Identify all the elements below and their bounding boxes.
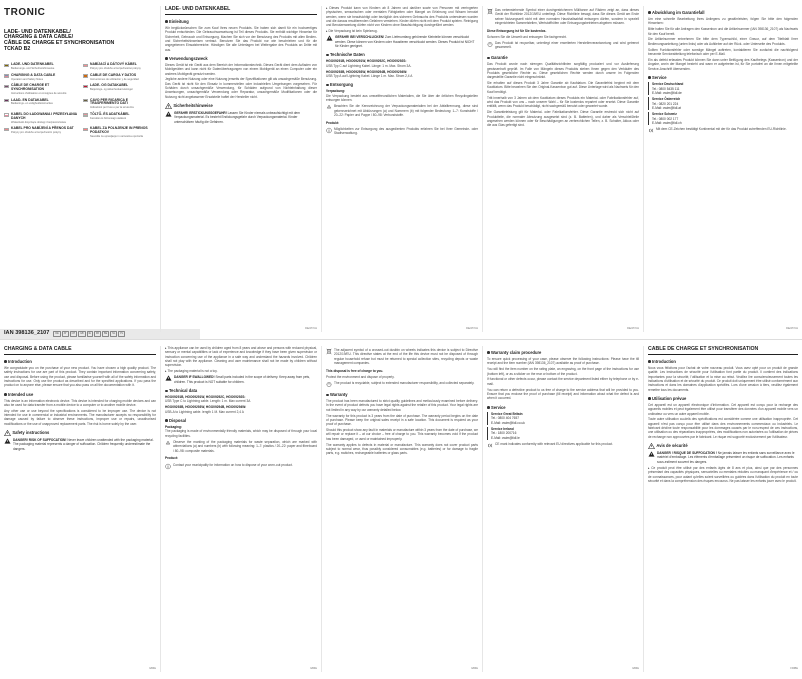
language-subtitle: Instrucciones de utilización y de seguridad <box>90 77 139 81</box>
bold-note: Diese Entsorgung ist für Sie kostenlos. <box>487 28 547 33</box>
paragraph <box>165 425 317 438</box>
paragraph: This device is an information electronic device. This device is intended for charging mobile devices and can also be used for data transfer from a mobile device to a computer or to another mobile device. <box>4 398 156 407</box>
paragraph: Das nebenstehende Symbol einer durchgestrichenen Mülltonne auf Rädern zeigt an, dass dieses Gerät der Richtlinie 2012/19/EU unterliegt. Diese Richtlinie besagt, dass Sie dieses Gerät am Ende seiner Nutzungszeit nicht mit dem normalen Haushaltsabfall entsorgen dürfen, sondern in speziell eingerichteten Sammelstellen, Wertstoffhöfen oder Entsorgungsbetrieben abgeben müssen. <box>495 8 639 25</box>
page-folio: DE/AT/CH <box>305 326 317 330</box>
language-subtitle: Betjenings- og sikkerhedsanvisninger <box>90 88 133 92</box>
bullet-icon <box>648 76 651 79</box>
bullet-icon <box>487 57 490 60</box>
language-title: LADE- OG DATAKABEL <box>90 83 129 88</box>
paragraph <box>326 89 478 102</box>
warning-triangle-icon <box>4 430 11 436</box>
paragraph: The product has been manufactured to strict quality guidelines and meticulously examined before delivery. In the event of product defects you have legal rights against the retailer of this product. Your legal rights are not limited in any way by our warranty detailed below. <box>326 399 478 412</box>
warning-text: Small parts included in the scope of delivery. Keep away from pets, children. This product is NOT suitable for children. <box>174 375 311 384</box>
de-page-intro <box>161 6 321 332</box>
paragraph: Ein als defekt erfasstes Produkt können Sie dann unter Beifügung des Kaufbelegs (Kassenbon) und der Angabe, worin der Mangel besteht und wann er aufgetreten ist, für Sie portofrei an die Ihnen mitgeteilte Service-Anschrift übersenden. <box>648 57 798 71</box>
paragraph: Protect the environment and dispose of properly. <box>326 374 395 379</box>
epr-note <box>487 41 639 51</box>
language-subtitle: Kezelési és biztonsági utalások <box>90 116 127 120</box>
page-title: LADE- UND DATENKABEL <box>165 6 317 15</box>
page-folio: DE/AT/CH <box>466 326 478 330</box>
section-heading <box>648 75 798 81</box>
warning-triangle-icon <box>648 451 655 457</box>
page-title: CHARGING & DATA CABLE <box>4 346 156 355</box>
service-name: Service Great Britain <box>491 412 523 417</box>
bullet-icon <box>648 397 651 400</box>
section-heading <box>165 19 317 25</box>
language-subtitle: Navodila za upravljanje in varnostna opozorila <box>90 134 143 138</box>
bullet-text: Die Verpackung ist kein Spielzeug. <box>328 29 378 34</box>
warning-text: Ne jamais laisser les enfants sans surveillance avec le matériel d'emballage. Les éléments d'emballage présentent un risque de suffocation. Les enfants sous-estiment souvent les dangers. <box>657 451 795 464</box>
municipality-note <box>326 127 478 137</box>
warning-triangle-icon <box>648 443 655 449</box>
ce-mark-icon <box>487 442 493 449</box>
recycle-icon <box>326 104 332 111</box>
paragraph: Should this product show any fault in materials or manufacture within 3 years from the date of purchase, we will repair or replace it – at our choice – free of charge to you. This warranty becomes void if the product has been damaged, or used or maintained improperly. <box>326 428 478 441</box>
warning-triangle-icon <box>165 103 172 109</box>
paragraph: Schonen Sie die Umwelt und entsorgen Sie fachgerecht. <box>487 34 567 39</box>
language-subtitle: Wskazówki dotyczące obsługi i bezpieczeństwa <box>11 120 66 124</box>
service-mail[interactable]: E-Mail: owim@lidl.ch <box>652 120 682 125</box>
language-subtitle: Indicazioni per l'uso e per la sicurezza <box>90 106 134 110</box>
service-contact <box>487 412 639 425</box>
bullet-paragraph: ▸ This appliance can be used by children aged from 8 years and above and persons with reduced physical, sensory or mental capabilities or lack of experience and knowledge if they have been given supervision or instruction concerning use of the appliance in a safe way and understand the hazards involved. Children shall not play with the appliance. Cleaning and user maintenance shall not be made by children without supervision. <box>165 346 317 368</box>
heading-text: Introduction <box>7 359 32 365</box>
country-chip: NL <box>112 332 116 336</box>
service-name: Service Ireland <box>491 427 514 432</box>
model-line <box>165 405 317 414</box>
warning-box <box>165 375 317 384</box>
language-title: CÂBLE DE CHARGE ET SYNCHRONISATION <box>11 83 50 92</box>
service-contact <box>648 82 798 95</box>
heading-text: Technical data <box>168 388 198 394</box>
flag-icon <box>83 99 88 102</box>
heading-text: Service <box>490 404 506 410</box>
model-list: HGO09293B, HGO09293W, HGO09294B, HGO09294W: <box>165 405 247 410</box>
bullet-icon <box>165 57 168 60</box>
page-folio: DE/AT/CH <box>627 326 639 330</box>
language-item <box>83 127 156 138</box>
heading-text: Garantie <box>490 55 508 61</box>
heading-text: Warranty <box>329 392 348 398</box>
language-title: KABEL PRO NABÍJENÍ A PŘENOS DAT <box>11 126 74 131</box>
info-icon <box>165 463 171 470</box>
paragraph: If functional or other defects occur, please contact the service department listed either by telephone or by e-mail. <box>487 377 639 386</box>
language-subtitle: Operation and Safety Notes <box>11 77 44 81</box>
heading-text: Introduction <box>651 359 676 365</box>
heading-text: Abwicklung im Garantiefall <box>651 10 705 15</box>
bullet-paragraph: ▸ Dieses Produkt kann von Kindern ab 8 Jahren und darüber sowie von Personen mit verringerten physischen, sensorischen oder mentalen Fähigkeiten oder Mangel an Erfahrung und Wissen benutzt werden, wenn sie beaufsichtigt oder bezüglich des sicheren Gebrauchs des Produkts unterwiesen wurden und die daraus resultierenden Gefahren verstehen. Kinder dürfen nicht mit dem Produkt spielen. Reinigung und Benutzerwartung dürfen nicht von Kindern ohne Beaufsichtigung durchgeführt werden. <box>326 6 478 28</box>
heading-text: Technische Daten <box>329 52 365 58</box>
warning-text: Never leave children unattended with the packaging material. The packaging material represents a danger of suffocation. Children frequently underestimate the dangers. <box>13 438 154 451</box>
cover-title-line: CHARGING & DATA CABLE/ <box>4 34 74 41</box>
language-title: CABLE DE CARGA Y DATOS <box>90 72 137 77</box>
service-name: Service Österreich <box>652 97 681 102</box>
paragraph: The product is recyclable, subject to extended manufacturer responsibility, and collected separately. <box>334 381 475 386</box>
bullet-icon <box>648 11 651 14</box>
service-list <box>487 412 639 440</box>
paragraph: Die Artikelnummer entnehmen Sie bitte dem Typenschild, einer Gravur, auf dem Titelblatt Ihrer Bedienungsanleitung (unten links) oder als Aufkleber auf der Rück- oder Unterseite des Produkts. <box>648 37 798 46</box>
brand-logo: TRONIC <box>4 7 46 18</box>
bullet-icon <box>165 390 168 393</box>
warning-title: DANGER IF SWALLOWED! <box>174 375 215 380</box>
language-item <box>4 113 77 124</box>
page-folio: DE/AT/CH <box>786 326 798 330</box>
warning-title: DANGER! RISK OF SUFFOCATION! <box>13 438 67 443</box>
paragraph: Die Garantieleistung gilt für Material- oder Fabrikationsfehler. Diese Garantie erstreckt sich nicht auf Produktteile, die normaler Abnutzung ausgesetzt sind (z. B. Batterien), und daher als Verschleißteile angesehen werden können oder für Beschädigungen an zerbrechlichen Teilen, z. B. Schalter, Akkus oder die aus Glas gefertigt sind. <box>487 110 639 128</box>
paragraph: Wir beglückwünschen Sie zum Kauf Ihres neuen Produkts. Sie haben sich damit für ein hochwertiges Produkt entschieden. Die Gebrauchsanweisung ist Teil dieses Produkts. Sie enthält wichtige Hinweise für Sicherheit, Gebrauch und Entsorgung. Machen Sie sich vor der Benutzung des Produkts mit allen Bedien- und Sicherheitshinweisen vertraut. Benutzen Sie das Produkt nur wie beschrieben und für die angegebenen Einsatzbereiche. Händigen Sie alle Unterlagen bei Weitergabe des Produkts an Dritte mit aus. <box>165 26 317 52</box>
recycle-icon <box>487 41 493 48</box>
spec-text: USB Type C to Lightning cable. Length: 1 m. Max current 3A <box>165 399 251 404</box>
heading-text: Avis de sécurité <box>656 443 688 449</box>
warning-text: Lassen Sie Kinder niemals unbeaufsichtigt mit dem Verpackungsmaterial. Es besteht Erstickungsgefahr durch Verpackungsmaterial. Kinder unterschätzen häufig die Gefahren. <box>174 111 300 124</box>
language-item <box>4 99 77 110</box>
text: Die Verpackung besteht aus umweltfreundlichen Materialien, die Sie über die örtlichen Recyclingstellen entsorgen können. <box>326 93 478 102</box>
language-item <box>4 74 77 81</box>
bullet-icon <box>165 20 168 23</box>
section-heading <box>326 52 478 58</box>
bullet-paragraph: ▸ Die Verpackung ist kein Spielzeug. <box>326 29 378 34</box>
paragraph <box>165 456 317 460</box>
section-heading <box>165 56 317 62</box>
language-item <box>83 113 156 124</box>
gb-page-intro <box>0 346 160 672</box>
section-heading <box>487 350 639 356</box>
text: The packaging is made of environmentally friendly materials, which may be disposed of through your local recycling facilities. <box>165 429 317 438</box>
heading-text: Service <box>651 74 667 80</box>
bullet-text: Ce produit peut être utilisé par des enfants âgés de 8 ans et plus, ainsi que par des personnes présentant des capacités physiques, sensorielles ou mentales réduites ou manquant d'expérience et / ou de connaissances, pour autant qu'elles soient surveillées ou guidées dans l'utilisation du produit en toute sécurité et dans la compréhension des risques encourus. Ne pas laisser les enfants jouer avec le produit. <box>648 465 798 483</box>
flag-icon <box>83 113 88 116</box>
heading-text: Disposal <box>168 417 187 423</box>
spec-text: USB Typ C auf Lightning Kabel. Länge: 1 m. Max. Strom 3A. <box>326 63 412 68</box>
language-subtitle: Bedienings- en veiligheidsinstructies <box>11 102 53 106</box>
country-chip: PL <box>120 332 124 336</box>
paragraph: Beachten Sie die Kennzeichnung der Verpackungsmaterialien bei der Abfalltrennung, diese sind gekennzeichnet mit Abkürzungen (a) und Nummern (b) mit folgender Bedeutung: 1–7: Kunststoffe / 20–22: Papier und Pappe / 80–98: Verbundstoffe. <box>334 104 478 117</box>
language-subtitle: Bedienungs- und Sicherheitshinweise <box>11 67 55 71</box>
paragraph: Dieses Gerät ist ein Gerät aus dem Bereich der Informationstechnik. Dieses Gerät dient dem Aufladen von Mobilgeräten und kann nicht für Datenübertragungen von einem Mobilgerät an einen Computer oder ein anderes Mobilgerät genutzt werden. <box>165 62 317 76</box>
heading-text: Warranty claim procedure <box>490 350 542 355</box>
section-heading <box>326 392 478 398</box>
label: Produkt: <box>326 120 340 125</box>
country-chip: AT <box>63 332 67 336</box>
language-item <box>83 99 156 110</box>
flag-icon <box>83 74 88 77</box>
section-heading <box>165 103 317 109</box>
epr-note <box>326 381 478 388</box>
model-list: HGO09293B, HGO09293W, HGO09294B, HGO09294W: <box>326 69 408 74</box>
section-heading <box>4 359 156 365</box>
warning-triangle-icon <box>326 35 333 41</box>
bullet-icon <box>648 360 651 363</box>
flag-icon <box>4 85 9 88</box>
language-item <box>83 84 156 95</box>
paragraph: Cet appareil est un appareil électronique d'information. Cet appareil est conçu pour la recharge des appareils mobiles et peut également être utilisé pour transférer des données d'un appareil mobile vers un ordinateur ou vers un autre appareil mobile. <box>648 402 798 416</box>
paragraph: You can return a defective product to us free of charge to the service address that will be provided to you. Ensure that you enclose the proof of purchase (till receipt) and information about what the defect is and when it occurred. <box>487 387 639 401</box>
language-title: LADE- UND DATENKABEL <box>11 62 54 67</box>
language-item <box>4 127 77 138</box>
paragraph: Toute autre utilisation au-delà des spécifications est considérée comme une utilisation inappropriée. Cet appareil n'est pas conçu pour être utilisé dans des environnements commerciaux ou industriels. Le fabricant décline toute responsabilité pour les dommages causés par le non-respect de ces instructions, une utilisation ou des réparations inappropriées, des modifications non autorisées ou l'utilisation de pièces de rechange non approuvées par le fabricant. Le risque est supporté exclusivement par l'utilisateur. <box>648 417 798 439</box>
ce-mark-icon <box>648 127 654 134</box>
paragraph: Jegliche andere Nutzung oder eine Nutzung jenseits der Spezifikationen gilt als unsachgemäße Benutzung. Das Gerät ist nicht für den Einsatz in kommerziellen oder industriellen Umgebungen vorgesehen. Für Schäden durch unsachgemäße Verwendung, für Schäden aufgrund von Nichteinhaltung dieser Anweisungen, unsachgemäße Verwendung oder Reparatur, unsachgemäße Modifikationen oder die Nutzung nicht angelassener Ersatzteile haftet der Hersteller nicht. <box>165 77 317 99</box>
service-contact <box>487 427 639 440</box>
fr-page-intro <box>644 346 802 672</box>
section-heading <box>648 396 798 402</box>
warning-box <box>4 438 156 451</box>
heading-text: Intended use <box>7 391 34 397</box>
page-folio: GB/IE <box>632 666 639 670</box>
paragraph: The adjacent symbol of a crossed-out dustbin on wheels indicates this device is subject to Directive 2012/19/EU. This directive states at the end of the life this device must not be disposed of through regular household refuse but must be returned to special collection sites, recycling depots or waste management companies. <box>334 348 478 365</box>
bullet-icon <box>487 351 490 354</box>
country-chip: BE <box>104 332 108 336</box>
flag-icon <box>83 64 88 67</box>
country-chip: IE <box>88 332 91 336</box>
flag-icon <box>83 128 88 131</box>
section-heading <box>165 418 317 424</box>
spec-text: USB-A to Lightning cable. length 1 M. Max current 2,4 A <box>165 409 244 414</box>
crossed-bin-icon <box>487 8 493 15</box>
flag-icon <box>4 74 9 77</box>
country-chips <box>53 331 125 336</box>
ce-note <box>487 442 639 449</box>
de-page-tech <box>322 6 482 332</box>
service-tel: Tel.: 0820 201 224 <box>652 101 679 106</box>
page-folio: GB/IE <box>149 666 156 670</box>
language-title: KABEL ZA POLNJENJE IN PRENOS PODATKOV <box>90 126 148 135</box>
manual-sheet-top <box>0 0 802 339</box>
language-subtitle: Instructions d'utilisation et consignes de sécurité <box>11 92 67 95</box>
weee-note <box>326 348 478 367</box>
paragraph: Das Produkt ist recycelbar, unterliegt einer erweiterten Herstellerverantwortung und wird getrennt gesammelt. <box>495 41 639 50</box>
paragraph: To ensure quick processing of your case, please observe the following instructions: Please have the till receipt and the item number (IAN 398136_2107) available as proof of purchase. <box>487 357 639 366</box>
recycle-icon <box>165 440 171 447</box>
flag-icon <box>83 85 88 88</box>
language-item <box>83 63 156 70</box>
paragraph: You will find the item number on the rating plate, an engraving, on the front page of the instructions for use (bottom left), or as a sticker on the rear or bottom of the product. <box>487 367 639 376</box>
model-list: HGO09291B, HGO09291W, HGO09292C, HGO09292S: <box>165 395 246 400</box>
paragraph: Sollten Funktionsfehler oder sonstige Mängel auftreten, kontaktieren Sie zunächst die nachfolgend benannte Serviceabteilung telefonisch oder per E-Mail. <box>648 47 798 56</box>
label: Packaging: <box>165 424 183 429</box>
service-contact <box>648 97 798 110</box>
service-mail[interactable]: E-Mail: owim@lidl.co.uk <box>491 420 525 425</box>
flag-icon <box>4 113 9 116</box>
paragraph: Sie erhalten auf dieses Produkt 3 Jahre Garantie ab Kaufdatum. Die Garantiefrist beginnt mit dem Kaufdatum. Bitte bewahren Sie den Original-Kassenbon gut auf. Diese Unterlage wird als Nachweis für den Kauf benötigt. <box>487 81 639 94</box>
ian-number: IAN 398136_2107 <box>4 330 50 337</box>
bullet-icon <box>165 419 168 422</box>
label: Verpackung: <box>326 89 346 94</box>
page-title: CÂBLE DE CHARGE ET SYNCHRONISATION <box>648 346 798 355</box>
page-folio: GB/IE <box>310 666 317 670</box>
model-list: HGO09291B, HGO09291W, HGO09292C, HGO09292S: <box>326 59 407 64</box>
paragraph: We congratulate you on the purchase of your new product. You have chosen a high quality product. The safety instructions for use are part of this product. They contain important information concerning safety, use and disposal. Before using the product, please familiarise yourself with all of the safety information and instructions for use. Only use the product as described and for the specified applications. If you pass the product on to anyone else, please ensure that you also pass on all the documentation with it. <box>4 366 156 388</box>
weee-note <box>487 8 639 27</box>
language-subtitle: Pokyny pro obsluhu a bezpečnostní pokyny <box>11 131 62 135</box>
section-heading <box>648 359 798 365</box>
recycle-note <box>326 104 478 119</box>
heading-text: Entsorgung <box>329 82 353 88</box>
flag-icon <box>4 99 9 102</box>
flag-icon <box>4 128 9 131</box>
flag-icon <box>4 64 9 67</box>
paragraph: Tritt innerhalb von 3 Jahren ab dem Kaufdatum dieses Produkts ein Material- oder Fabrikationsfehler auf, wird das Produkt von uns – nach unserer Wahl – für Sie kostenlos repariert oder ersetzt. Diese Garantie entfällt, wenn das Produkt beschädigt, nicht sachgemäß benutzt oder gewartet wurde. <box>487 95 639 109</box>
section-heading <box>487 405 639 411</box>
section-heading <box>4 430 156 436</box>
service-mail[interactable]: E-Mail: owim@lidl.at <box>652 105 681 110</box>
service-list <box>648 82 798 125</box>
language-title: LAAD- EN DATAKABEL <box>11 97 49 102</box>
gb-page-warranty <box>322 346 482 672</box>
de-page-warranty <box>483 6 643 332</box>
cover-title <box>4 30 156 54</box>
country-chip: GB <box>80 332 84 336</box>
language-item <box>83 74 156 81</box>
cover-page <box>0 6 160 332</box>
heading-text: Verwendungszweck <box>168 55 208 61</box>
paragraph: Mit dem CE-Zeichen bestätigt Kontinental mit der für das Produkt zutreffenden EU-Richtlinie. <box>656 127 787 132</box>
language-item <box>4 63 77 70</box>
service-tel: Tel.: 0800 404 7657 <box>491 416 520 421</box>
bullet-icon <box>326 84 329 87</box>
section-heading <box>4 392 156 398</box>
info-icon <box>326 127 332 134</box>
bold-note: This disposal is free of charge to you. <box>326 368 384 373</box>
service-name: Service Schweiz <box>652 112 677 117</box>
warning-title: GEFAHR! ERSTICKUNGSGEFAHR! <box>174 111 227 116</box>
warning-triangle-icon <box>165 375 172 381</box>
language-title: CAVO PER RICARICA E TRASFERIMENTO DATI <box>90 97 129 106</box>
service-mail[interactable]: E-Mail: owim@lidl.ie <box>491 435 520 440</box>
crossed-bin-icon <box>326 348 332 355</box>
section-heading <box>648 10 798 16</box>
model-line <box>326 70 478 79</box>
heading-text: Einleitung <box>168 19 189 25</box>
section-heading <box>326 82 478 88</box>
paragraph: Möglichkeiten zur Entsorgung des ausgedienten Produkts erfahren Sie bei Ihrer Gemeinde- oder Stadtverwaltung. <box>334 127 478 136</box>
model-line <box>165 395 317 404</box>
paragraph: Any other use or use beyond the specifications is considered to be improper use. The device is not intended for use in commercial or industrial environments. The manufacturer accepts no responsibility for damage caused by failure to observe these instructions, improper use or repairs, unauthorised modifications or the use of unapproved replacement parts. The risk is borne solely by the user. <box>4 408 156 426</box>
warning-box <box>326 35 478 48</box>
bullet-text: Dieses Produkt kann von Kindern ab 8 Jahren und darüber sowie von Personen mit verringerten physischen, sensorischen oder mentalen Fähigkeiten oder Mangel an Erfahrung und Wissen benutzt werden, wenn sie beaufsichtigt oder bezüglich des sicheren Gebrauchs des Produkts unterwiesen wurden und die daraus resultierenden Gefahren verstehen. Kinder dürfen nicht mit dem Produkt spielen. Reinigung und Benutzerwartung dürfen nicht von Kindern ohne Beaufsichtigung durchgeführt werden. <box>326 6 478 28</box>
warning-box <box>648 451 798 464</box>
bullet-text: This appliance can be used by children aged from 8 years and above and persons with reduced physical, sensory or mental capabilities or lack of experience and knowledge if they have been given supervision or instruction concerning use of the appliance in a safe way and understand the hazards involved. Children shall not play with the appliance. Cleaning and user maintenance shall not be made by children without supervision. <box>165 346 317 368</box>
model-line <box>326 59 478 68</box>
bullet-paragraph: ▸ Ce produit peut être utilisé par des enfants âgés de 8 ans et plus, ainsi que par des personnes présentant des capacités physiques, sensorielles ou mentales réduites ou manquant d'expérience et / ou de connaissances, pour autant qu'elles soient surveillées ou guidées dans l'utilisation du produit en toute sécurité et dans la compréhension des risques encourus. Ne pas laisser les enfants jouer avec le produit. <box>648 465 798 483</box>
warning-text: Zum Lieferumfang gehörende Kleinteile können verschluckt werden. Diese können von Kindern oder Haustieren verschluckt werden. Dieses Produkt ist NICHT für Kinder geeignet. <box>335 35 475 49</box>
cover-title-line: CÂBLE DE CHARGE ET SYNCHRONISATION <box>4 40 115 47</box>
paragraph: The warranty applies to defects in material or manufacture. This warranty does not cover product parts subject to normal wear, thus possibly considered consumables (e.g. batteries) or for damage to fragile parts, e.g. switches, rechargeable batteries or glass parts. <box>326 442 478 456</box>
language-title: NABÍJACÍ A DÁTOVÝ KÁBEL <box>90 62 137 67</box>
cover-title-line: TCKAD B2 <box>4 46 31 53</box>
warning-title: GEFAHR! BEI VERSCHLUCKEN! <box>335 35 385 40</box>
language-item <box>4 84 77 95</box>
paragraph: Um eine schnelle Bearbeitung Ihres Anliegens zu gewährleisten, folgen Sie bitte den folgenden Hinweisen: <box>648 17 798 26</box>
warning-title: DANGER ! RISQUE DE SUFFOCATION ! <box>657 451 717 456</box>
paragraph: Contact your municipality for information on how to dispose of your worn-out product. <box>173 462 293 467</box>
service-tel: Tel.: 0800 002 177 <box>652 116 679 121</box>
gb-page-tech <box>161 346 321 672</box>
paragraph: CE mark indicates conformity with relevant EU directives applicable for this product. <box>495 442 613 446</box>
paragraph: Nous vous félicitons pour l'achat de votre nouveau produit. Vous avez opté pour un produit de grande qualité. Les instructions de sécurité pour l'utilisation font partie du produit. Il contient des indications importantes pour la sécurité, l'utilisation et la mise au rebut. Veuillez lire consciencieusement toutes les indications d'utilisation et de sécurité du produit. Ce produit doit uniquement être utilisé conformément aux instructions et dans les domaines d'application spécifiés. Lors d'une cession à tiers, veuillez également remettre tous les documents. <box>648 366 798 392</box>
recycle-note <box>165 440 317 455</box>
service-tel: Tel.: 0800 5435 111 <box>652 86 680 91</box>
country-chip: FR <box>95 332 100 336</box>
section-heading <box>648 443 798 449</box>
paragraph: The warranty for this product is 3 years from the date of purchase. The warranty period begins on the date of purchase. Please keep the original sales receipt in a safe location. This document is required as your proof of purchase. <box>326 413 478 427</box>
paragraph: Bitte halten Sie für alle Anfragen den Kassenbon und die Artikelnummer (IAN 398136_2107) als Nachweis für den Kauf bereit. <box>648 27 798 36</box>
label: Product: <box>165 456 179 461</box>
heading-text: Safety instructions <box>12 430 50 436</box>
warning-triangle-icon <box>4 438 11 444</box>
recycle-icon <box>326 381 332 388</box>
bullet-icon <box>4 393 7 396</box>
warning-box <box>165 111 317 124</box>
language-list <box>4 63 156 138</box>
heading-text: Utilisation prévue <box>651 395 687 401</box>
section-heading <box>487 55 639 61</box>
section-heading <box>165 388 317 394</box>
bullet-icon <box>4 360 7 363</box>
page-folio: FR/BE <box>790 666 798 670</box>
service-tel: Tel.: 1800 200716 <box>491 431 517 436</box>
paragraph: Observe the marking of the packaging materials for waste separation, which are marked with abbreviations (a) and numbers (b) with following meaning: 1–7: plastics / 20–22: paper and fibreboard / 80–98: composite materials. <box>173 439 317 453</box>
country-chip: DE <box>55 332 59 336</box>
paragraph: Das Produkt wurde nach strengen Qualitätsrichtlinien sorgfältig produziert und vor Auslieferung gewissenhaft geprüft. Im Falle von Mängeln dieses Produkts stehen Ihnen gegen den Verkäufer des Produkts gesetzliche Rechte zu. Diese gesetzlichen Rechte werden durch unsere im Folgenden dargestellte Garantie nicht eingeschränkt. <box>487 62 639 80</box>
service-mail[interactable]: E-Mail: owim@lidl.de <box>652 90 682 95</box>
page-folio: GB/IE <box>471 666 478 670</box>
service-contact <box>648 112 798 125</box>
service-name: Service Deutschland <box>652 82 684 87</box>
language-title: KABEL DO ŁADOWANIA I PRZESYŁANIA DANYCH <box>11 111 77 120</box>
cover-title-line: LADE- UND DATENKABEL/ <box>4 28 71 35</box>
de-page-service <box>644 6 802 332</box>
manual-sheet-bottom <box>0 340 802 679</box>
bullet-icon <box>487 406 490 409</box>
language-title: CHARGING & DATA CABLE <box>11 72 56 77</box>
ce-note <box>648 127 798 134</box>
municipality-note <box>165 463 317 470</box>
gb-page-service <box>483 346 643 672</box>
language-title: TÖLTŐ- ÉS ADATKÁBEL <box>90 111 130 116</box>
bullet-icon <box>326 54 329 57</box>
heading-text: Sicherheitshinweise <box>173 103 213 109</box>
warning-triangle-icon <box>165 111 172 117</box>
bullet-text: The packaging material is not a toy. <box>167 369 218 374</box>
country-chip: CH <box>71 332 76 336</box>
bullet-paragraph: ▸ The packaging material is not a toy. <box>165 369 218 374</box>
language-subtitle: Pokyny pre obsluhu a bezpečnostné pokyny <box>90 67 141 71</box>
paragraph <box>326 121 478 125</box>
spec-text: USB Typ A auf Lightning Kabel. Länge 1 m. Max. Strom 2,4 A <box>326 73 413 78</box>
bullet-icon <box>326 394 329 397</box>
